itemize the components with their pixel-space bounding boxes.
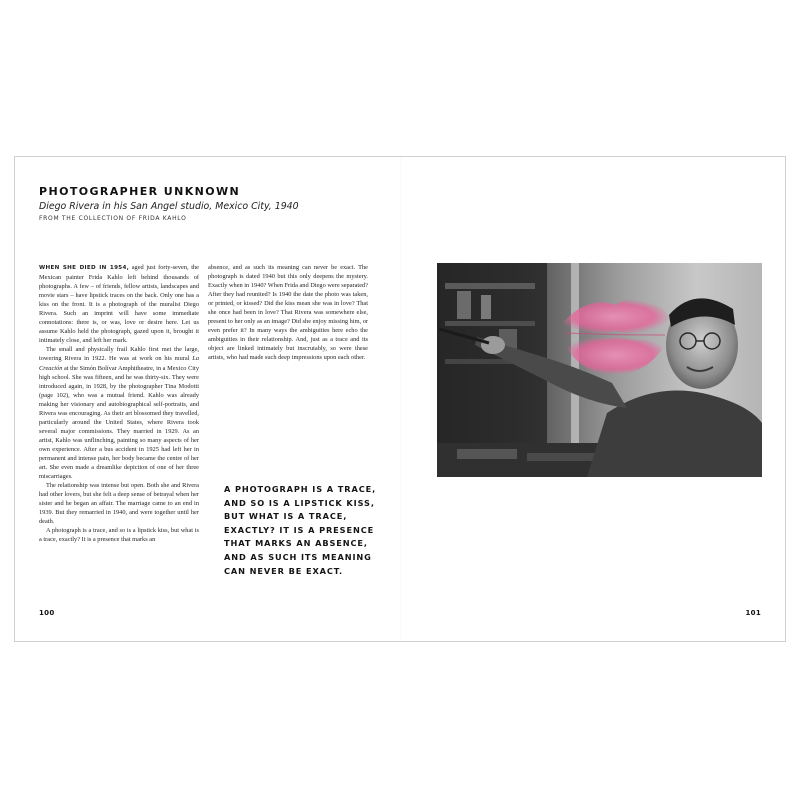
paragraph-2-text-b: at the Simón Bolívar Amphitheatre, in a Mexico City high school. She was fifteen, and he was thirty-six. They were introduced again, in 1928, by the photographer Tina Modotti (page 102), who was a mutual friend. Kahlo was already making her visionary and autobiographical self-portraits, and Rivera was encouraging. As their art blossomed they travelled, particularly around the United States, where Rivera took several major commissions. They married in 1929. As an artist, Kahlo was unflinching, painting so many aspects of her own experience. After a bus accident in 1925 had left her in permanent and intense pain, her body became the centre of her art. She even made a dreamlike depiction of one of her three miscarriages. <box>39 364 199 481</box>
caption-header <box>39 185 379 222</box>
paragraph-5: absence, and as such its meaning can never be exact. The photograph is dated 1940 but this only deepens the mystery. Exactly when in 1940? When Frida and Diego were separated? After they had reunited? Is 1940 the date the photo was taken, or printed, or kissed? Did the kiss mean she was in love? That she once had been in love? That Rivera was somewhere else, present to her only as an image? Did she enjoy missing him, or even prefer it? In many ways the ambiguities here echo the ambiguities in their relationship. And, just as a trace and its object are linked intimately but inscrutably, so were these artists, who had made such deep impressions upon each other. <box>208 264 369 362</box>
pull-quote-line: A PHOTOGRAPH IS A TRACE, <box>224 484 377 494</box>
mural-title: La Creación <box>39 355 199 372</box>
pull-quote-line: AND SO IS A LIPSTICK KISS, <box>224 497 375 508</box>
pull-quote-line: CAN NEVER BE EXACT. <box>224 565 344 576</box>
page-number-right: 101 <box>745 609 761 617</box>
paragraph-1-text: aged just forty-seven, the Mexican painter Frida Kahlo left behind thousands of photographs. A few – of friends, fellow artists, landscapes and movie stars – have lipstick traces on the back. Only one has a kiss on the front. It is a photograph of the muralist Diego Rivera. Such an imprint will have some immediate connotations: there is, or was, love or desire here. Let us assume Kahlo held the photograph, gazed upon it, brought it intimately close, and left her mark. <box>39 264 199 345</box>
page-number-left: 100 <box>39 609 55 617</box>
photo-illustration <box>437 263 762 477</box>
paragraph-1 <box>39 263 199 345</box>
pull-quote-line: THAT MARKS AN ABSENCE, <box>224 538 368 549</box>
paragraph-3: The relationship was intense but open. Both she and Rivera had other lovers, but she felt a deep sense of betrayal when her sister and he began an affair. The marriage came to an end in 1939. But they remarried in 1940, and were together until her death. <box>39 482 199 526</box>
text-column-left <box>39 263 199 544</box>
pull-quote-line: EXACTLY? IT IS A PRESENCE <box>224 524 375 535</box>
book-spread <box>14 156 786 642</box>
pull-quote <box>224 483 404 578</box>
text-column-right <box>208 263 368 363</box>
paragraph-4: A photograph is a trace, and so is a lipstick kiss, but what is a trace, exactly? It is a presence that marks an <box>39 527 199 544</box>
caption-subtitle: Diego Rivera in his San Angel studio, Mexico City, 1940 <box>39 201 299 212</box>
lead-in: WHEN SHE DIED IN 1954, <box>39 265 130 271</box>
paragraph-2 <box>39 345 199 481</box>
photograph-diego-rivera <box>437 263 762 477</box>
caption-collection: FROM THE COLLECTION OF FRIDA KAHLO <box>39 215 187 222</box>
pull-quote-line: BUT WHAT IS A TRACE, <box>224 511 348 522</box>
paragraph-2-text-a: The small and physically frail Kahlo first met the large, towering Rivera in 1922. He was at work on his mural <box>39 346 199 363</box>
caption-title: PHOTOGRAPHER UNKNOWN <box>39 185 241 198</box>
pull-quote-line: AND AS SUCH ITS MEANING <box>224 551 372 562</box>
